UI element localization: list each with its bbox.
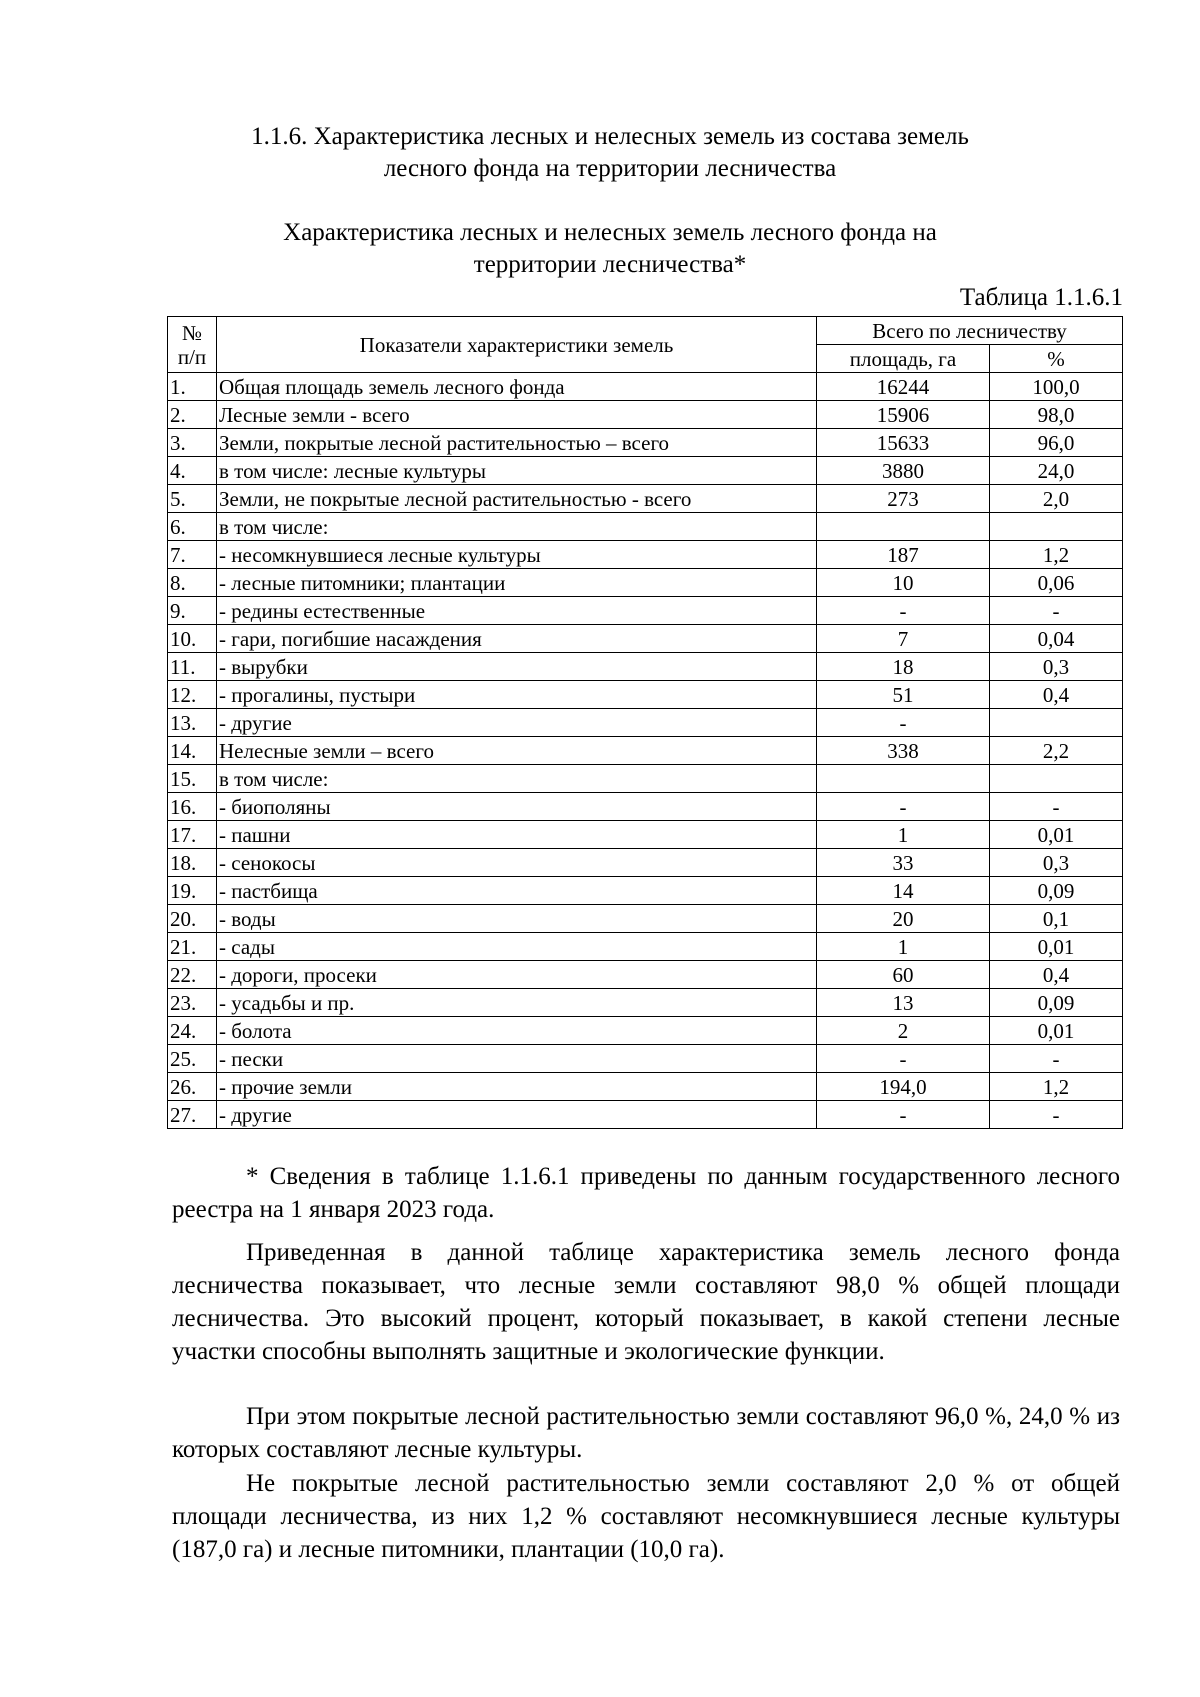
row-percent-cell: 0,01 bbox=[990, 933, 1123, 961]
table-row bbox=[168, 457, 1123, 485]
row-number-cell: 27. bbox=[168, 1101, 217, 1129]
paragraph: При этом покрытые лесной растительностью земли составляют 96,0 %, 24,0 % из которых составляют лесные культуры. bbox=[172, 1403, 1120, 1463]
row-percent-cell: 0,1 bbox=[990, 905, 1123, 933]
row-area-cell: 51 bbox=[817, 681, 990, 709]
row-number-cell: 24. bbox=[168, 1017, 217, 1045]
row-percent-cell: 24,0 bbox=[990, 457, 1123, 485]
table-footnote: * Сведения в таблице 1.1.6.1 приведены по данным государственного лесного реестра на 1 января 2023 года. bbox=[172, 1163, 1120, 1223]
table-row bbox=[168, 1017, 1123, 1045]
row-percent-cell: 96,0 bbox=[990, 429, 1123, 457]
table-row bbox=[168, 989, 1123, 1017]
row-area-cell: 187 bbox=[817, 541, 990, 569]
row-percent-cell: 0,04 bbox=[990, 625, 1123, 653]
section-title-line: лесного фонда на территории лесничества bbox=[383, 155, 837, 182]
table-row bbox=[168, 849, 1123, 877]
row-indicator-cell: Нелесные земли – всего bbox=[217, 737, 817, 765]
row-number-cell: 21. bbox=[168, 933, 217, 961]
row-indicator-cell: - другие bbox=[217, 709, 817, 737]
row-number-cell: 18. bbox=[168, 849, 217, 877]
row-number-cell: 20. bbox=[168, 905, 217, 933]
paragraph: Приведенная в данной таблице характеристика земель лесного фонда лесничества показывает, что лесные земли составляют 98,0 % общей площади лесничества. Это высокий процент, который показывает, в какой степени лесные участки способны выполнять защитные и экологические функции. bbox=[172, 1239, 1120, 1365]
row-percent-cell: - bbox=[990, 1045, 1123, 1073]
row-area-cell: 33 bbox=[817, 849, 990, 877]
row-percent-cell: 0,06 bbox=[990, 569, 1123, 597]
table-row bbox=[168, 681, 1123, 709]
row-area-cell: 10 bbox=[817, 569, 990, 597]
row-percent-cell: 0,3 bbox=[990, 653, 1123, 681]
row-indicator-cell: - вырубки bbox=[217, 653, 817, 681]
table-row bbox=[168, 1073, 1123, 1101]
row-percent-cell: 98,0 bbox=[990, 401, 1123, 429]
row-percent-cell: 1,2 bbox=[990, 1073, 1123, 1101]
table-row bbox=[168, 933, 1123, 961]
row-number-cell: 26. bbox=[168, 1073, 217, 1101]
table-row bbox=[168, 653, 1123, 681]
row-area-cell: 7 bbox=[817, 625, 990, 653]
row-number-cell: 11. bbox=[168, 653, 217, 681]
row-indicator-cell: в том числе: bbox=[217, 513, 817, 541]
table-row bbox=[168, 1101, 1123, 1129]
row-indicator-cell: - другие bbox=[217, 1101, 817, 1129]
row-number-cell: 10. bbox=[168, 625, 217, 653]
row-number-cell: 13. bbox=[168, 709, 217, 737]
row-percent-cell: 0,4 bbox=[990, 681, 1123, 709]
row-indicator-cell: - сады bbox=[217, 933, 817, 961]
table-row bbox=[168, 737, 1123, 765]
row-indicator-cell: - сенокосы bbox=[217, 849, 817, 877]
row-indicator-cell: - прочие земли bbox=[217, 1073, 817, 1101]
row-indicator-cell: - пески bbox=[217, 1045, 817, 1073]
row-percent-cell: - bbox=[990, 597, 1123, 625]
row-percent-cell: 0,3 bbox=[990, 849, 1123, 877]
row-percent-cell: 1,2 bbox=[990, 541, 1123, 569]
paragraph: Не покрытые лесной растительностью земли составляют 2,0 % от общей площади лесничества, из них 1,2 % составляют несомкнувшиеся лесные культуры (187,0 га) и лесные питомники, плантации (10,0 га). bbox=[172, 1470, 1120, 1563]
table-row bbox=[168, 821, 1123, 849]
header-number: № п/п bbox=[168, 317, 217, 373]
row-area-cell: 338 bbox=[817, 737, 990, 765]
row-area-cell: - bbox=[817, 793, 990, 821]
row-percent-cell: - bbox=[990, 793, 1123, 821]
row-percent-cell bbox=[990, 765, 1123, 793]
row-percent-cell: 0,09 bbox=[990, 877, 1123, 905]
table-row bbox=[168, 1045, 1123, 1073]
table-number: Таблица 1.1.6.1 bbox=[959, 284, 1123, 311]
row-number-cell: 3. bbox=[168, 429, 217, 457]
row-area-cell: 1 bbox=[817, 821, 990, 849]
row-number-cell: 15. bbox=[168, 765, 217, 793]
row-area-cell: 1 bbox=[817, 933, 990, 961]
table-row bbox=[168, 877, 1123, 905]
row-indicator-cell: Земли, покрытые лесной растительностью – всего bbox=[217, 429, 817, 457]
table-body bbox=[168, 373, 1123, 1129]
row-indicator-cell: - редины естественные bbox=[217, 597, 817, 625]
header-total: Всего по лесничеству bbox=[817, 317, 1123, 345]
row-number-cell: 7. bbox=[168, 541, 217, 569]
row-area-cell: 194,0 bbox=[817, 1073, 990, 1101]
row-area-cell: 2 bbox=[817, 1017, 990, 1045]
table-row bbox=[168, 597, 1123, 625]
row-number-cell: 1. bbox=[168, 373, 217, 401]
table-row bbox=[168, 569, 1123, 597]
row-indicator-cell: - гари, погибшие насаждения bbox=[217, 625, 817, 653]
row-indicator-cell: в том числе: bbox=[217, 765, 817, 793]
table-row bbox=[168, 709, 1123, 737]
header-area: площадь, га bbox=[817, 345, 990, 373]
row-area-cell: 15906 bbox=[817, 401, 990, 429]
row-area-cell: - bbox=[817, 709, 990, 737]
row-area-cell: 3880 bbox=[817, 457, 990, 485]
row-number-cell: 4. bbox=[168, 457, 217, 485]
row-number-cell: 9. bbox=[168, 597, 217, 625]
row-area-cell: - bbox=[817, 1045, 990, 1073]
row-area-cell bbox=[817, 513, 990, 541]
row-number-cell: 17. bbox=[168, 821, 217, 849]
row-indicator-cell: Общая площадь земель лесного фонда bbox=[217, 373, 817, 401]
table-row bbox=[168, 793, 1123, 821]
section-title-line: 1.1.6. Характеристика лесных и нелесных земель из состава земель bbox=[251, 123, 969, 150]
row-indicator-cell: Лесные земли - всего bbox=[217, 401, 817, 429]
row-indicator-cell: - прогалины, пустыри bbox=[217, 681, 817, 709]
row-number-cell: 16. bbox=[168, 793, 217, 821]
table-row bbox=[168, 513, 1123, 541]
row-indicator-cell: - пашни bbox=[217, 821, 817, 849]
table-row bbox=[168, 373, 1123, 401]
row-area-cell: 14 bbox=[817, 877, 990, 905]
section-title bbox=[170, 121, 1050, 185]
row-indicator-cell: - усадьбы и пр. bbox=[217, 989, 817, 1017]
row-percent-cell bbox=[990, 513, 1123, 541]
row-indicator-cell: - болота bbox=[217, 1017, 817, 1045]
row-area-cell: 15633 bbox=[817, 429, 990, 457]
land-characteristics-table bbox=[167, 316, 1123, 1129]
row-number-cell: 19. bbox=[168, 877, 217, 905]
row-indicator-cell: в том числе: лесные культуры bbox=[217, 457, 817, 485]
row-area-cell: 60 bbox=[817, 961, 990, 989]
row-area-cell: - bbox=[817, 597, 990, 625]
row-area-cell: 18 bbox=[817, 653, 990, 681]
header-percent: % bbox=[990, 345, 1123, 373]
row-indicator-cell: - лесные питомники; плантации bbox=[217, 569, 817, 597]
row-percent-cell: 0,4 bbox=[990, 961, 1123, 989]
row-percent-cell: 2,0 bbox=[990, 485, 1123, 513]
row-area-cell: 20 bbox=[817, 905, 990, 933]
row-number-cell: 5. bbox=[168, 485, 217, 513]
row-percent-cell: - bbox=[990, 1101, 1123, 1129]
row-percent-cell: 2,2 bbox=[990, 737, 1123, 765]
row-indicator-cell: - дороги, просеки bbox=[217, 961, 817, 989]
row-area-cell: - bbox=[817, 1101, 990, 1129]
row-number-cell: 23. bbox=[168, 989, 217, 1017]
row-percent-cell: 100,0 bbox=[990, 373, 1123, 401]
row-percent-cell: 0,09 bbox=[990, 989, 1123, 1017]
row-percent-cell: 0,01 bbox=[990, 1017, 1123, 1045]
row-number-cell: 14. bbox=[168, 737, 217, 765]
table-row bbox=[168, 625, 1123, 653]
table-row bbox=[168, 485, 1123, 513]
row-indicator-cell: - несомкнувшиеся лесные культуры bbox=[217, 541, 817, 569]
row-number-cell: 25. bbox=[168, 1045, 217, 1073]
row-area-cell: 273 bbox=[817, 485, 990, 513]
table-header-row bbox=[168, 317, 1123, 345]
table-row bbox=[168, 541, 1123, 569]
table-row bbox=[168, 961, 1123, 989]
row-area-cell: 13 bbox=[817, 989, 990, 1017]
table-row bbox=[168, 401, 1123, 429]
row-area-cell: 16244 bbox=[817, 373, 990, 401]
row-area-cell bbox=[817, 765, 990, 793]
row-number-cell: 12. bbox=[168, 681, 217, 709]
row-percent-cell: 0,01 bbox=[990, 821, 1123, 849]
table-title-line: Характеристика лесных и нелесных земель лесного фонда на bbox=[283, 219, 937, 246]
row-indicator-cell: Земли, не покрытые лесной растительностью - всего bbox=[217, 485, 817, 513]
row-indicator-cell: - биополяны bbox=[217, 793, 817, 821]
table-row bbox=[168, 429, 1123, 457]
row-indicator-cell: - воды bbox=[217, 905, 817, 933]
row-number-cell: 6. bbox=[168, 513, 217, 541]
table-title bbox=[170, 217, 1050, 281]
row-indicator-cell: - пастбища bbox=[217, 877, 817, 905]
table-title-line: территории лесничества* bbox=[473, 251, 747, 278]
header-indicator: Показатели характеристики земель bbox=[217, 317, 817, 373]
row-percent-cell bbox=[990, 709, 1123, 737]
row-number-cell: 8. bbox=[168, 569, 217, 597]
row-number-cell: 2. bbox=[168, 401, 217, 429]
table-row bbox=[168, 765, 1123, 793]
table-row bbox=[168, 905, 1123, 933]
row-number-cell: 22. bbox=[168, 961, 217, 989]
